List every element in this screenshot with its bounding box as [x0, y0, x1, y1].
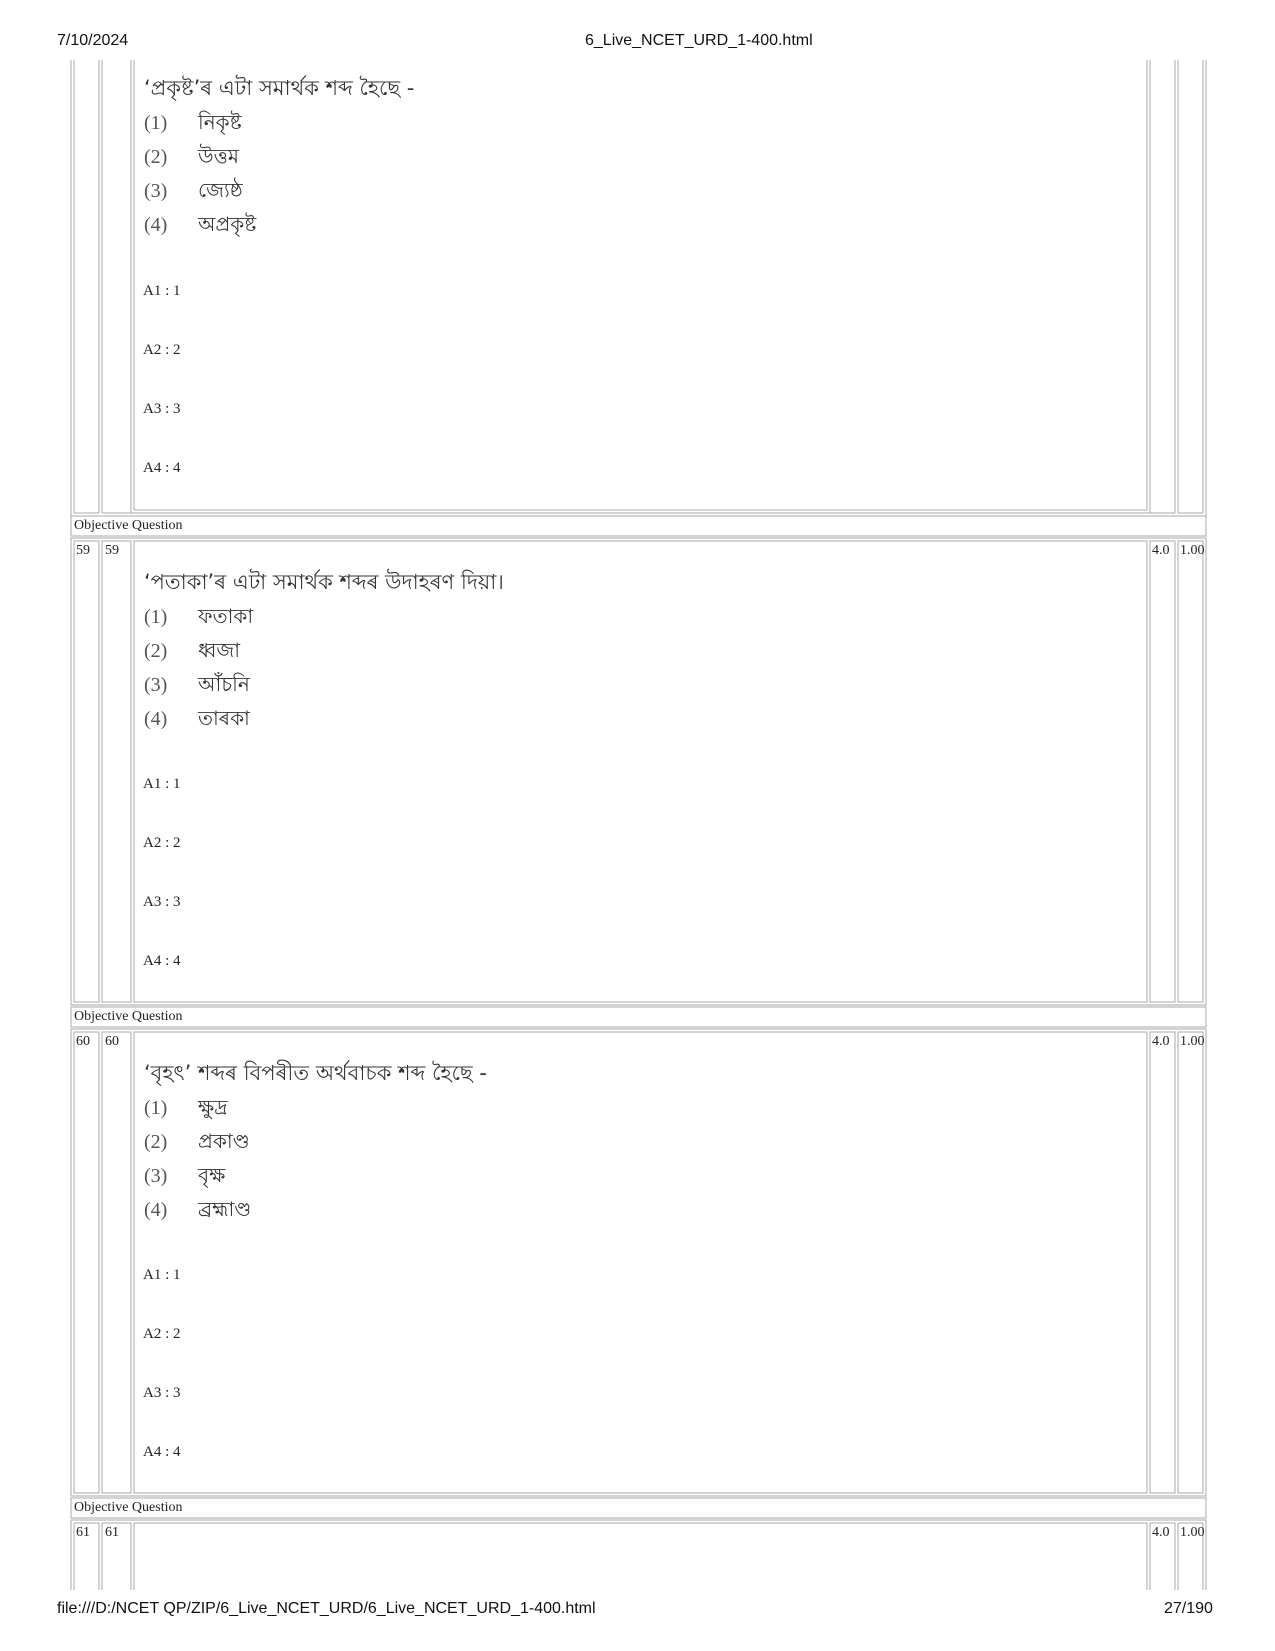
- option: (2) প্ৰকাণ্ড: [144, 1129, 250, 1153]
- question-text: ‘প্ৰকৃষ্ট’ৰ এটা সমাৰ্থক শব্দ হৈছে -: [144, 76, 415, 100]
- answer-key: A4 : 4: [143, 953, 181, 969]
- answer-key: A2 : 2: [143, 835, 181, 851]
- question-id: 60: [105, 1034, 119, 1049]
- option: (4) অপ্ৰকৃষ্ট: [144, 212, 257, 236]
- footer-page-number: 27/190: [1164, 1600, 1213, 1617]
- question-type-label: Objective Question: [74, 518, 183, 533]
- option: (4) তাৰকা: [144, 706, 250, 730]
- answer-key: A3 : 3: [143, 894, 181, 910]
- option: (3) আঁচনি: [144, 672, 250, 696]
- answer-key: A1 : 1: [143, 283, 181, 299]
- option: (3) জ্যেষ্ঠ: [144, 178, 243, 202]
- answer-key: A1 : 1: [143, 776, 181, 792]
- serial-number: 60: [76, 1034, 90, 1049]
- header-date: 7/10/2024: [57, 32, 129, 49]
- answer-key: A4 : 4: [143, 1444, 181, 1460]
- option: (1) ফতাকা: [144, 604, 254, 628]
- marks: 4.0: [1152, 1034, 1170, 1049]
- option: (2) ধ্বজা: [144, 638, 241, 662]
- footer-file-path: file:///D:/NCET QP/ZIP/6_Live_NCET_URD/6_Live_NCET_URD_1-400.html: [57, 1600, 596, 1617]
- marks: 4.0: [1152, 543, 1170, 558]
- question-type-label: Objective Question: [74, 1500, 183, 1515]
- negative-marks: 1.00: [1180, 1034, 1205, 1049]
- answer-key: A3 : 3: [143, 401, 181, 417]
- answer-key: A2 : 2: [143, 1326, 181, 1342]
- answer-key: A1 : 1: [143, 1267, 181, 1283]
- question-text: ‘পতাকা’ৰ এটা সমাৰ্থক শব্দৰ উদাহৰণ দিয়া।: [144, 570, 504, 594]
- option: (1) নিকৃষ্ট: [144, 110, 242, 134]
- option: (4) ব্ৰহ্মাণ্ড: [144, 1197, 252, 1221]
- header-title: 6_Live_NCET_URD_1-400.html: [585, 32, 813, 49]
- option: (3) বৃক্ষ: [144, 1163, 226, 1187]
- answer-key: A3 : 3: [143, 1385, 181, 1401]
- serial-number: 61: [76, 1525, 90, 1540]
- answer-key: A4 : 4: [143, 460, 181, 476]
- option: (2) উত্তম: [144, 144, 239, 168]
- marks: 4.0: [1152, 1525, 1170, 1540]
- question-text: ‘বৃহৎ’ শব্দৰ বিপৰীত অৰ্থবাচক শব্দ হৈছে -: [144, 1061, 487, 1085]
- option: (1) ক্ষুদ্ৰ: [144, 1095, 228, 1119]
- negative-marks: 1.00: [1180, 543, 1205, 558]
- question-id: 61: [105, 1525, 119, 1540]
- answer-key: A2 : 2: [143, 342, 181, 358]
- negative-marks: 1.00: [1180, 1525, 1205, 1540]
- question-type-label: Objective Question: [74, 1009, 183, 1024]
- serial-number: 59: [76, 543, 90, 558]
- question-id: 59: [105, 543, 119, 558]
